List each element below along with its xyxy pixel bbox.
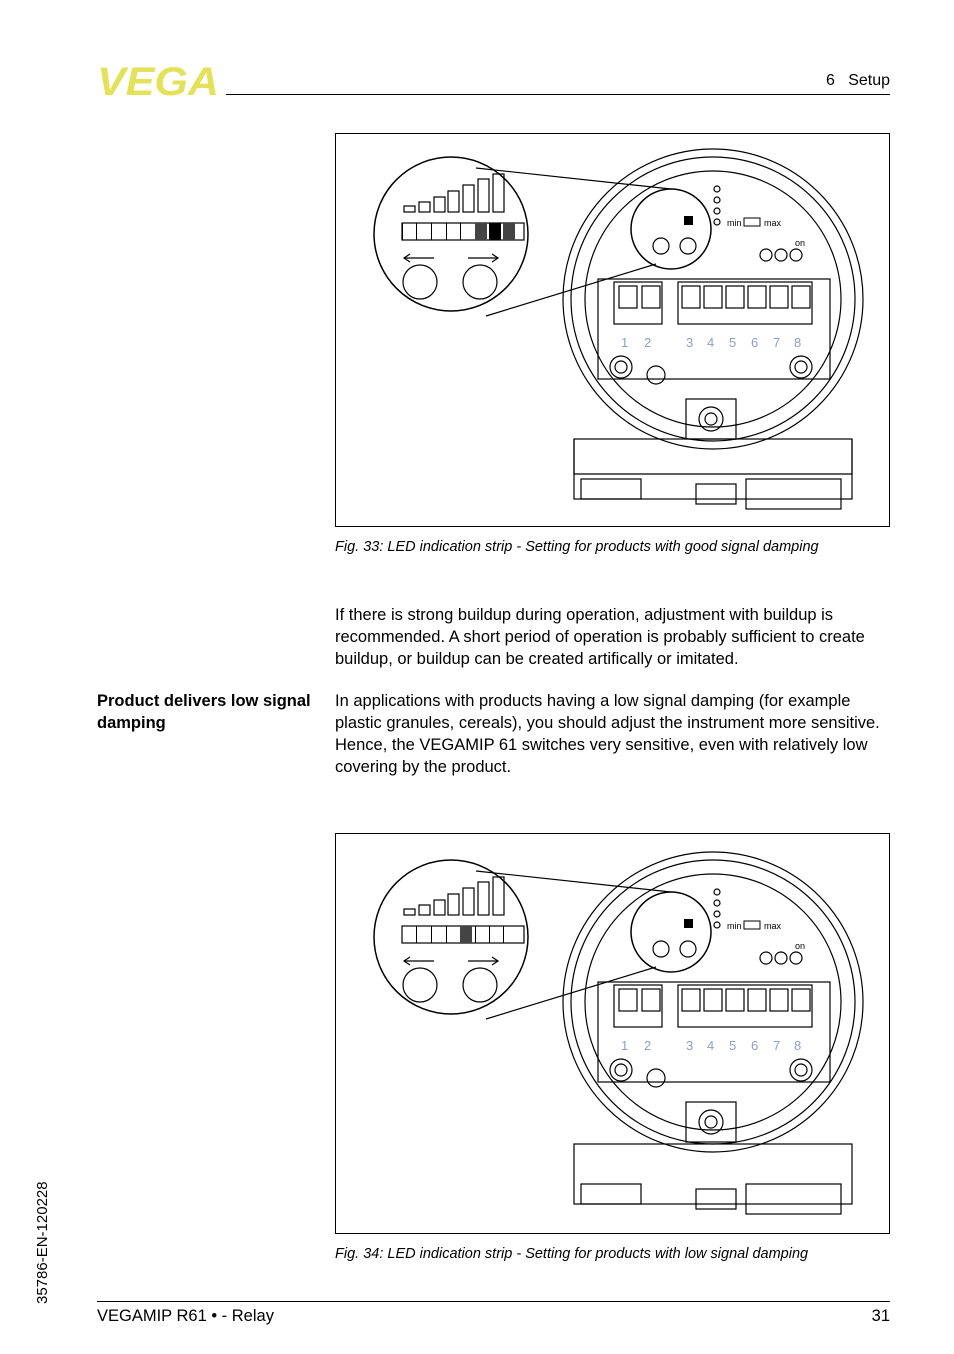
on-label: on (795, 941, 806, 951)
terminal-3: 3 (686, 335, 694, 350)
footer-rule (97, 1301, 890, 1302)
header-rule (226, 94, 890, 95)
terminal-7: 7 (773, 335, 781, 350)
terminal-5: 5 (729, 1038, 737, 1053)
terminal-5: 5 (729, 335, 737, 350)
terminal-4: 4 (707, 335, 715, 350)
terminal-3: 3 (686, 1038, 694, 1053)
min-label: min (727, 921, 742, 931)
terminal-2: 2 (644, 335, 652, 350)
terminal-8: 8 (794, 335, 802, 350)
document-id: 35786-EN-120228 (34, 1181, 51, 1304)
terminal-4: 4 (707, 1038, 715, 1053)
on-label: on (795, 238, 806, 248)
section-title: 6 Setup (825, 72, 890, 89)
figure-34-caption: Fig. 34: LED indication strip - Setting for products with low signal damping (335, 1246, 809, 1262)
page-number: 31 (871, 1307, 890, 1325)
device-drawing-low-damping (336, 834, 889, 1233)
terminal-1: 1 (621, 1038, 629, 1053)
side-heading: Product delivers low signal damping (97, 692, 311, 732)
terminal-2: 2 (644, 1038, 652, 1053)
min-label: min (727, 218, 742, 228)
figure-33-caption: Fig. 33: LED indication strip - Setting for products with good signal damping (335, 539, 819, 555)
device-drawing-good-damping (336, 134, 889, 526)
max-label: max (764, 921, 782, 931)
terminal-8: 8 (794, 1038, 802, 1053)
terminal-6: 6 (751, 1038, 759, 1053)
footer-product: VEGAMIP R61 • - Relay (97, 1307, 274, 1325)
terminal-1: 1 (621, 335, 629, 350)
max-label: max (764, 218, 782, 228)
paragraph-buildup: If there is strong buildup during operation, adjustment with buildup is recommended. A short period of operation is probably sufficient to create buildup, or buildup can be created artifically or imitated. (335, 606, 865, 668)
logo-text: VEGA (97, 64, 219, 98)
paragraph-low-damping: In applications with products having a low signal damping (for example plastic granules, cereals), you should adjust the instrument more sensitive. Hence, the VEGAMIP 61 switches very sensitive, even with relatively low covering by the product. (335, 692, 880, 776)
figure-34 (335, 833, 890, 1234)
terminal-7: 7 (773, 1038, 781, 1053)
figure-33 (335, 133, 890, 527)
terminal-6: 6 (751, 335, 759, 350)
vega-logo (97, 64, 219, 98)
